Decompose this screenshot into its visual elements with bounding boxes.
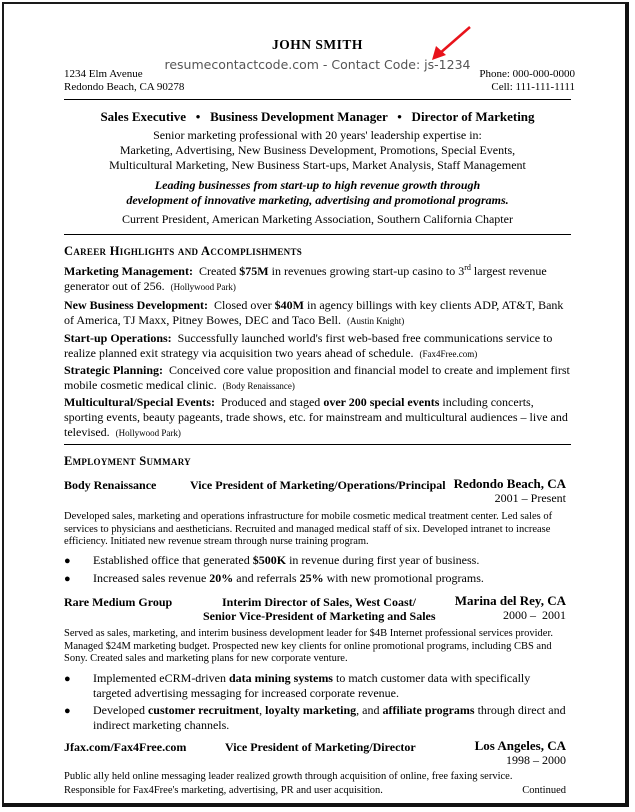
highlight-item: New Business Development: Closed over $40M in agency billings with key clients ADP, AT&T, Bank of America, TJ Maxx, Pitney Bowes, DEC and Taco Bell. (Austin Knight)	[64, 298, 564, 327]
highlight-item: Marketing Management: Created $75M in revenues growing start-up casino to 3rd largest revenue generator out of 256. (Hollywood Park)	[64, 263, 547, 293]
job-description: Developed sales, marketing and operations infrastructure for mobile cosmetic medical treatment center. Led sales of services to physicians and aestheticians. Recruited and managed medical staff of six. Developed intranet to increase efficiency. Initiated new revenue stream through nurse training program.	[64, 511, 553, 547]
divider	[64, 444, 571, 445]
job-dates: 2001 – Present	[494, 491, 566, 505]
company-name: Jfax.com/Fax4Free.com	[64, 740, 187, 754]
job-bullet: Established office that generated $500K in revenue during first year of business.	[93, 553, 480, 567]
summary-line-2: Marketing, Advertising, New Business Development, Promotions, Special Events,	[119, 143, 516, 157]
section-heading-employment: Employment Summary	[64, 454, 191, 468]
address-line-1: 1234 Elm Avenue	[64, 68, 143, 80]
job-description: Responsible for Fax4Free's marketing, advertising, PR and user acquisition.	[64, 785, 383, 796]
job-title: Senior Vice-President of Marketing and Sales	[203, 609, 436, 623]
candidate-name: JOHN SMITH	[272, 37, 363, 52]
job-title: Interim Director of Sales, West Coast/	[222, 595, 416, 609]
highlight-item: Multicultural/Special Events: Produced and staged over 200 special events including concerts, sporting events, beauty pageants, trade shows, etc. for mainstream and multicultural audiences – live and televised. (Hollywood Park)	[64, 395, 568, 439]
job-dates: 2000 – 2001	[503, 608, 566, 622]
contact-code: resumecontactcode.com - Contact Code: js-1234	[164, 57, 471, 72]
highlight-item: Start-up Operations: Successfully launched world's first web-based free communications service to realize planned exit strategy via acquisition two years ahead of schedule. (Fax4Free.com)	[64, 331, 553, 360]
bullet-icon: ●	[64, 705, 71, 717]
job-dates: 1998 – 2000	[506, 753, 566, 767]
arrow-icon	[424, 24, 474, 62]
job-bullet: Increased sales revenue 20% and referrals 25% with new promotional programs.	[93, 571, 484, 585]
highlight-item: Strategic Planning: Conceived core value proposition and financial model to create and implement first mobile cosmetic medical clinic. (Body Renaissance)	[64, 363, 570, 392]
bullet-icon: ●	[64, 573, 71, 585]
job-description: Served as sales, marketing, and interim business development leader for $4B Internet professional services provider. Managed $24M marketing budget. Prospected new key clients for online promotional programs, including CBS and Sony. Created sales and marketing plans for new corporate venture.	[64, 628, 553, 664]
tagline-2: development of innovative marketing, advertising and promotional programs.	[126, 193, 509, 207]
job-location: Marina del Rey, CA	[454, 593, 566, 608]
divider	[64, 234, 571, 235]
job-bullet: Implemented eCRM-driven data mining systems to match customer data with specifically targeted advertising messaging for increased corporate revenue.	[93, 671, 531, 700]
bullet-icon: ●	[64, 555, 71, 567]
summary-line-3: Multicultural Marketing, New Business Start-ups, Market Analysis, Staff Management	[109, 158, 526, 172]
bullet-icon: ●	[64, 673, 71, 685]
continued-label: Continued	[522, 785, 566, 796]
cell-phone: Cell: 111-111-1111	[491, 81, 575, 93]
address-line-2: Redondo Beach, CA 90278	[64, 81, 185, 93]
affiliation: Current President, American Marketing Association, Southern California Chapter	[122, 212, 513, 226]
tagline-1: Leading businesses from start-up to high revenue growth through	[154, 178, 481, 192]
job-description: Public ally held online messaging leader realized growth through acquisition of online, free faxing service.	[64, 771, 513, 782]
job-location: Redondo Beach, CA	[453, 476, 566, 491]
target-titles: Sales Executive • Business Development Manager • Director of Marketing	[100, 109, 535, 124]
company-name: Rare Medium Group	[64, 595, 173, 609]
divider	[64, 99, 571, 100]
job-location: Los Angeles, CA	[474, 738, 566, 753]
summary-line-1: Senior marketing professional with 20 years' leadership expertise in:	[153, 128, 482, 142]
phone: Phone: 000-000-0000	[479, 68, 575, 80]
job-title: Vice President of Marketing/Director	[225, 740, 416, 754]
section-heading-highlights: Career Highlights and Accomplishments	[64, 244, 303, 258]
job-bullet: Developed customer recruitment, loyalty marketing, and affiliate programs through direct and indirect marketing channels.	[93, 703, 566, 732]
company-name: Body Renaissance	[64, 478, 157, 492]
job-title: Vice President of Marketing/Operations/Principal	[190, 478, 446, 492]
